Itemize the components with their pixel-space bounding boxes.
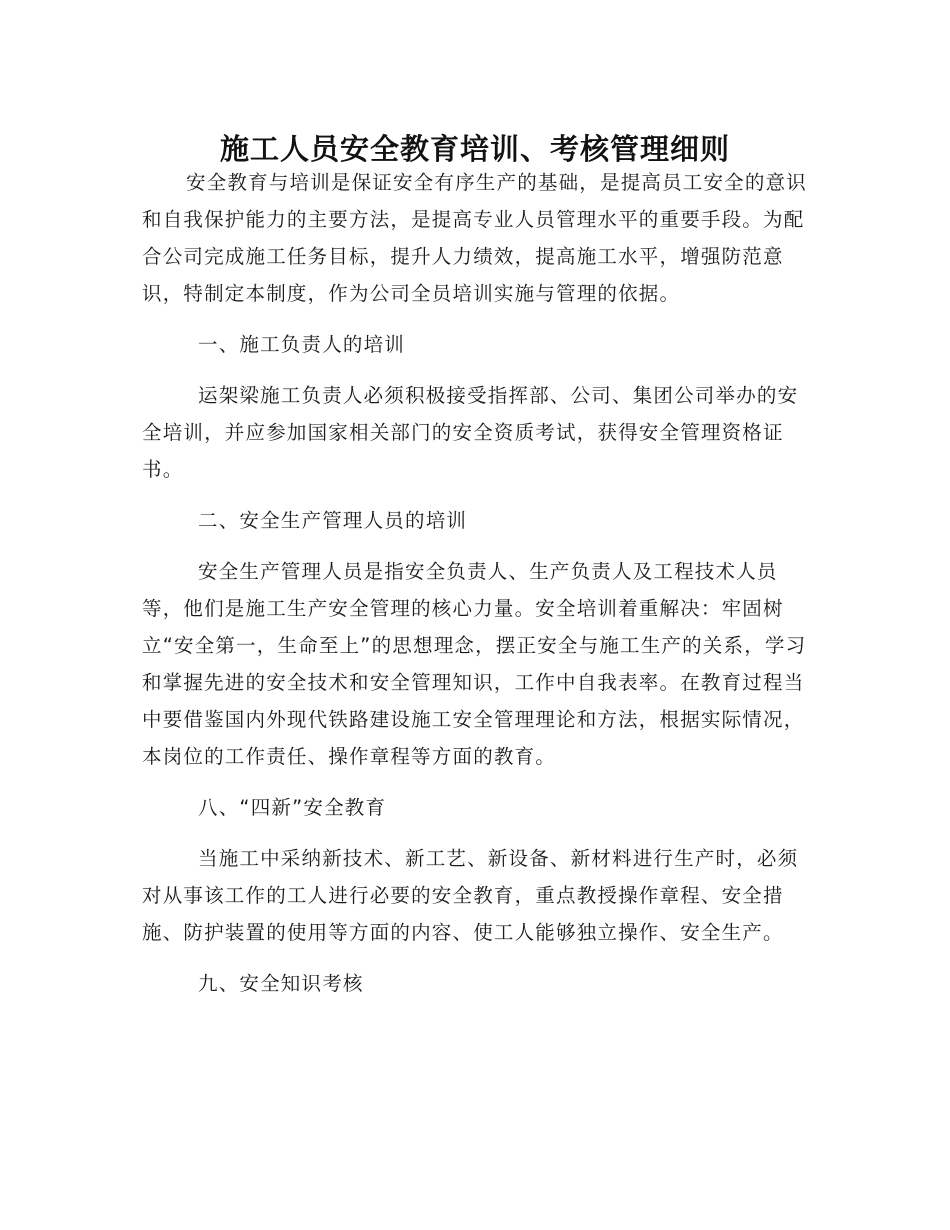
section-body-8: 当施工中采纳新技术、新工艺、新设备、新材料进行生产时，必须对从事该工作的工人进行必要的安全教育，重点教授操作章程、安全措施、防护装置的使用等方面的内容、使工人能够独立操作、安全生产。 <box>142 847 799 944</box>
section-body-1: 运架梁施工负责人必须积极接受指挥部、公司、集团公司举办的安全培训，并应参加国家相关部门的安全资质考试，获得安全管理资格证书。 <box>142 384 799 481</box>
section-body-2: 安全生产管理人员是指安全负责人、生产负责人及工程技术人员等，他们是施工生产安全管理的核心力量。安全培训着重解决：牢固树立“安全第一，生命至上”的思想理念，摆正安全与施工生产的关系，学习和掌握先进的安全技术和安全管理知识，工作中自我表率。在教育过程当中要借鉴国内外现代铁路建设施工安全管理理论和方法，根据实际情况，本岗位的工作责任、操作章程等方面的教育。 <box>142 560 807 768</box>
document-title: 施工人员安全教育培训、考核管理细则 <box>219 132 730 167</box>
section-heading-8: 八、“四新”安全教育 <box>198 796 387 819</box>
section-heading-1: 一、施工负责人的培训 <box>198 333 406 356</box>
document-body <box>142 164 810 1002</box>
section-heading-9: 九、安全知识考核 <box>198 972 364 995</box>
intro-paragraph: 安全教育与培训是保证安全有序生产的基础，是提高员工安全的意识和自我保护能力的主要方法，是提高专业人员管理水平的重要手段。为配合公司完成施工任务目标，提升人力绩效，提高施工水平，增强防范意识，特制定本制度，作为公司全员培训实施与管理的依据。 <box>142 171 808 305</box>
section-heading-2: 二、安全生产管理人员的培训 <box>198 509 468 532</box>
